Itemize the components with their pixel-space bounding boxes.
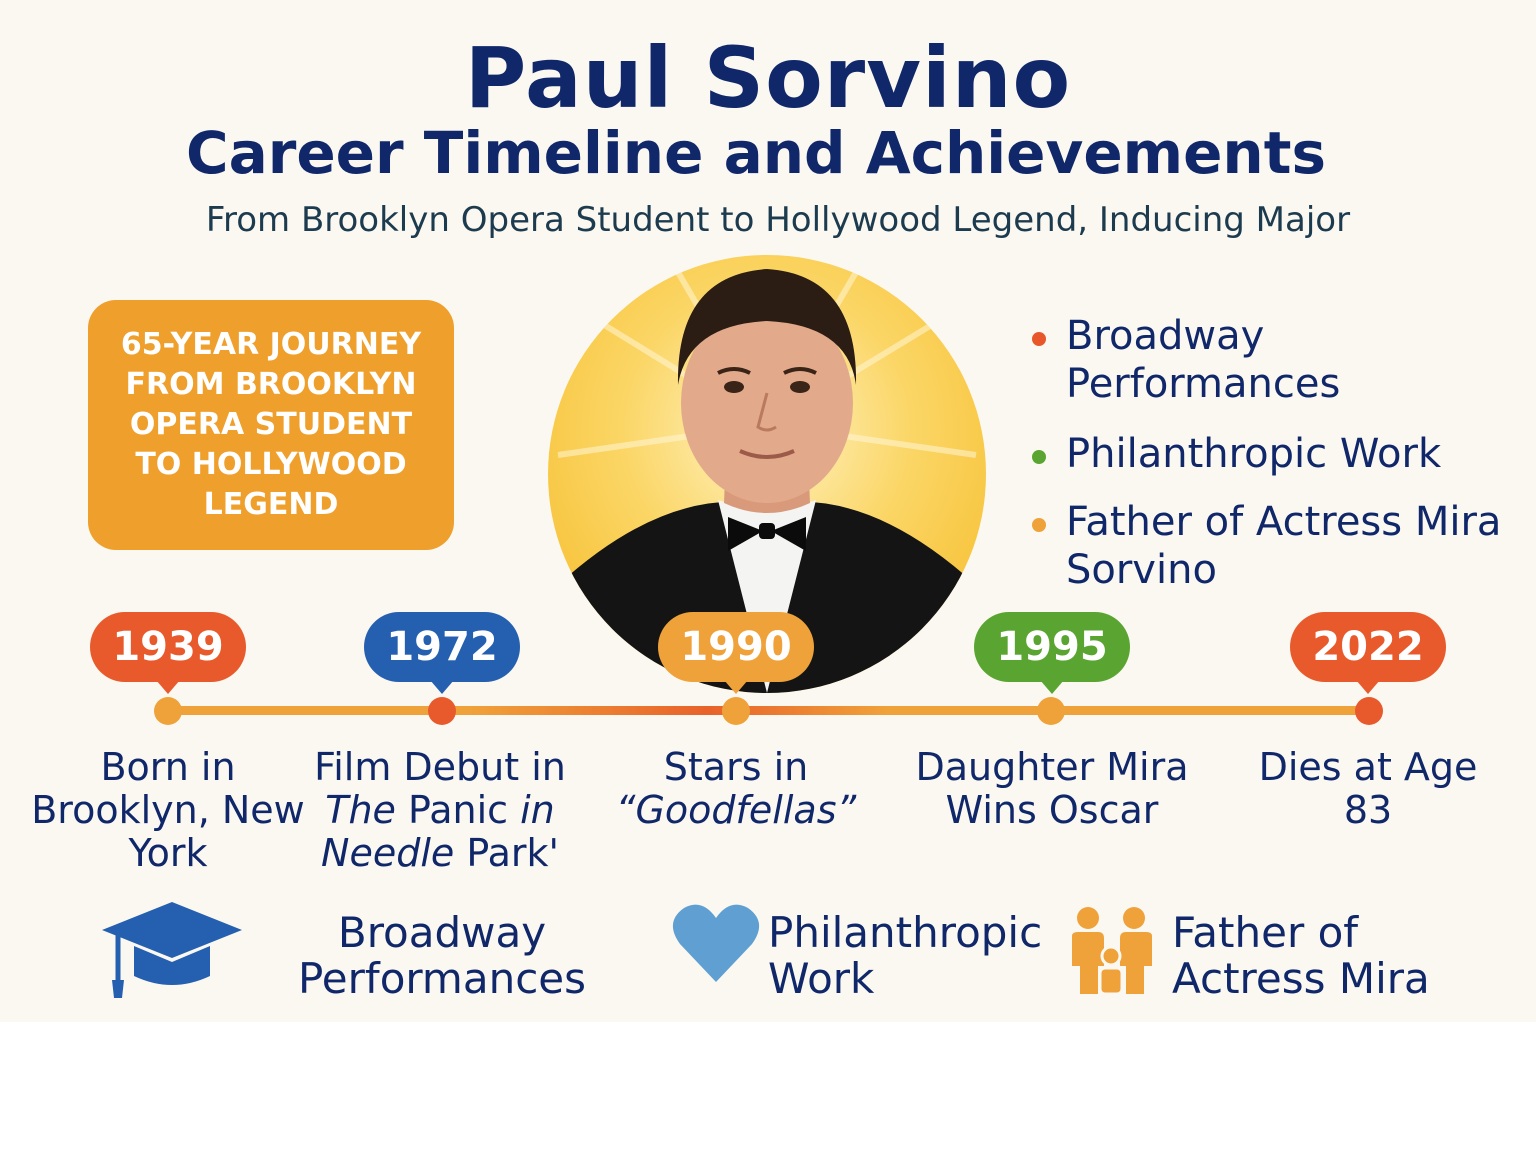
year-badge-1990 (658, 612, 814, 682)
timeline-dot (1355, 697, 1383, 725)
journey-callout (88, 300, 454, 550)
family-icon (1070, 904, 1154, 996)
year-label: 1972 (386, 624, 498, 670)
bottom-label-father (1172, 910, 1502, 1002)
timeline-dot (428, 697, 456, 725)
timeline-dot (1037, 697, 1065, 725)
year-label: 2022 (1312, 624, 1424, 670)
label-line: Philanthropic (768, 908, 1043, 957)
graduation-cap-icon (100, 898, 244, 1002)
label-line: Performances (297, 954, 587, 1003)
label-line: Broadway (337, 908, 547, 957)
year-badge-2022 (1290, 612, 1446, 682)
bottom-label-philanthropic (768, 910, 1068, 1002)
year-label: 1990 (680, 624, 792, 670)
year-badge-1939 (90, 612, 246, 682)
journey-callout-text: 65-YEAR JOURNEY FROM BROOKLYN OPERA STUDENT TO HOLLYWOOD LEGEND (120, 327, 422, 522)
event-text: Stars in (663, 745, 809, 789)
page-tagline: From Brooklyn Opera Student to Hollywood Legend, Inducing Major (205, 200, 1351, 240)
year-badge-1995 (974, 612, 1130, 682)
event-text-italic: in Needle (321, 788, 555, 875)
timeline-line (166, 706, 1370, 715)
event-text: Park' (454, 831, 559, 875)
label-line: Actress Mira (1172, 954, 1430, 1003)
bottom-label-broadway (282, 910, 602, 1002)
heart-icon (672, 902, 760, 984)
feature-item-father (1030, 498, 1510, 594)
year-badge-1972 (364, 612, 520, 682)
event-label-1990 (596, 746, 876, 832)
year-label: 1995 (996, 624, 1108, 670)
year-label: 1939 (112, 624, 224, 670)
event-text: Born in Brooklyn, New York (31, 745, 305, 875)
timeline-dot (722, 697, 750, 725)
label-line: Father of (1172, 908, 1359, 957)
bullet-dot (1032, 518, 1046, 532)
event-text: Panic (395, 788, 521, 832)
event-text: Dies at Age 83 (1258, 745, 1478, 832)
bullet-dot (1032, 450, 1046, 464)
event-text-italic: “Goodfellas” (615, 788, 857, 832)
feature-label: Broadway Performances (1066, 313, 1341, 407)
page-subtitle: Career Timeline and Achievements (186, 119, 1326, 187)
event-text-italic: The (325, 788, 396, 832)
event-label-1995 (912, 746, 1192, 832)
page-title: Paul Sorvino (464, 29, 1072, 127)
feature-label: Philanthropic Work (1066, 431, 1442, 477)
event-label-1972 (300, 746, 580, 875)
feature-label: Father of Actress Mira Sorvino (1066, 499, 1502, 593)
timeline-dot (154, 697, 182, 725)
event-label-1939 (28, 746, 308, 875)
event-text: Daughter Mira Wins Oscar (915, 745, 1189, 832)
event-label-2022 (1256, 746, 1480, 832)
label-line: Work (768, 954, 875, 1003)
bullet-dot (1032, 332, 1046, 346)
feature-item-philanthropy (1030, 430, 1510, 478)
event-text: Film Debut in (314, 745, 566, 789)
feature-item-broadway (1030, 312, 1510, 408)
